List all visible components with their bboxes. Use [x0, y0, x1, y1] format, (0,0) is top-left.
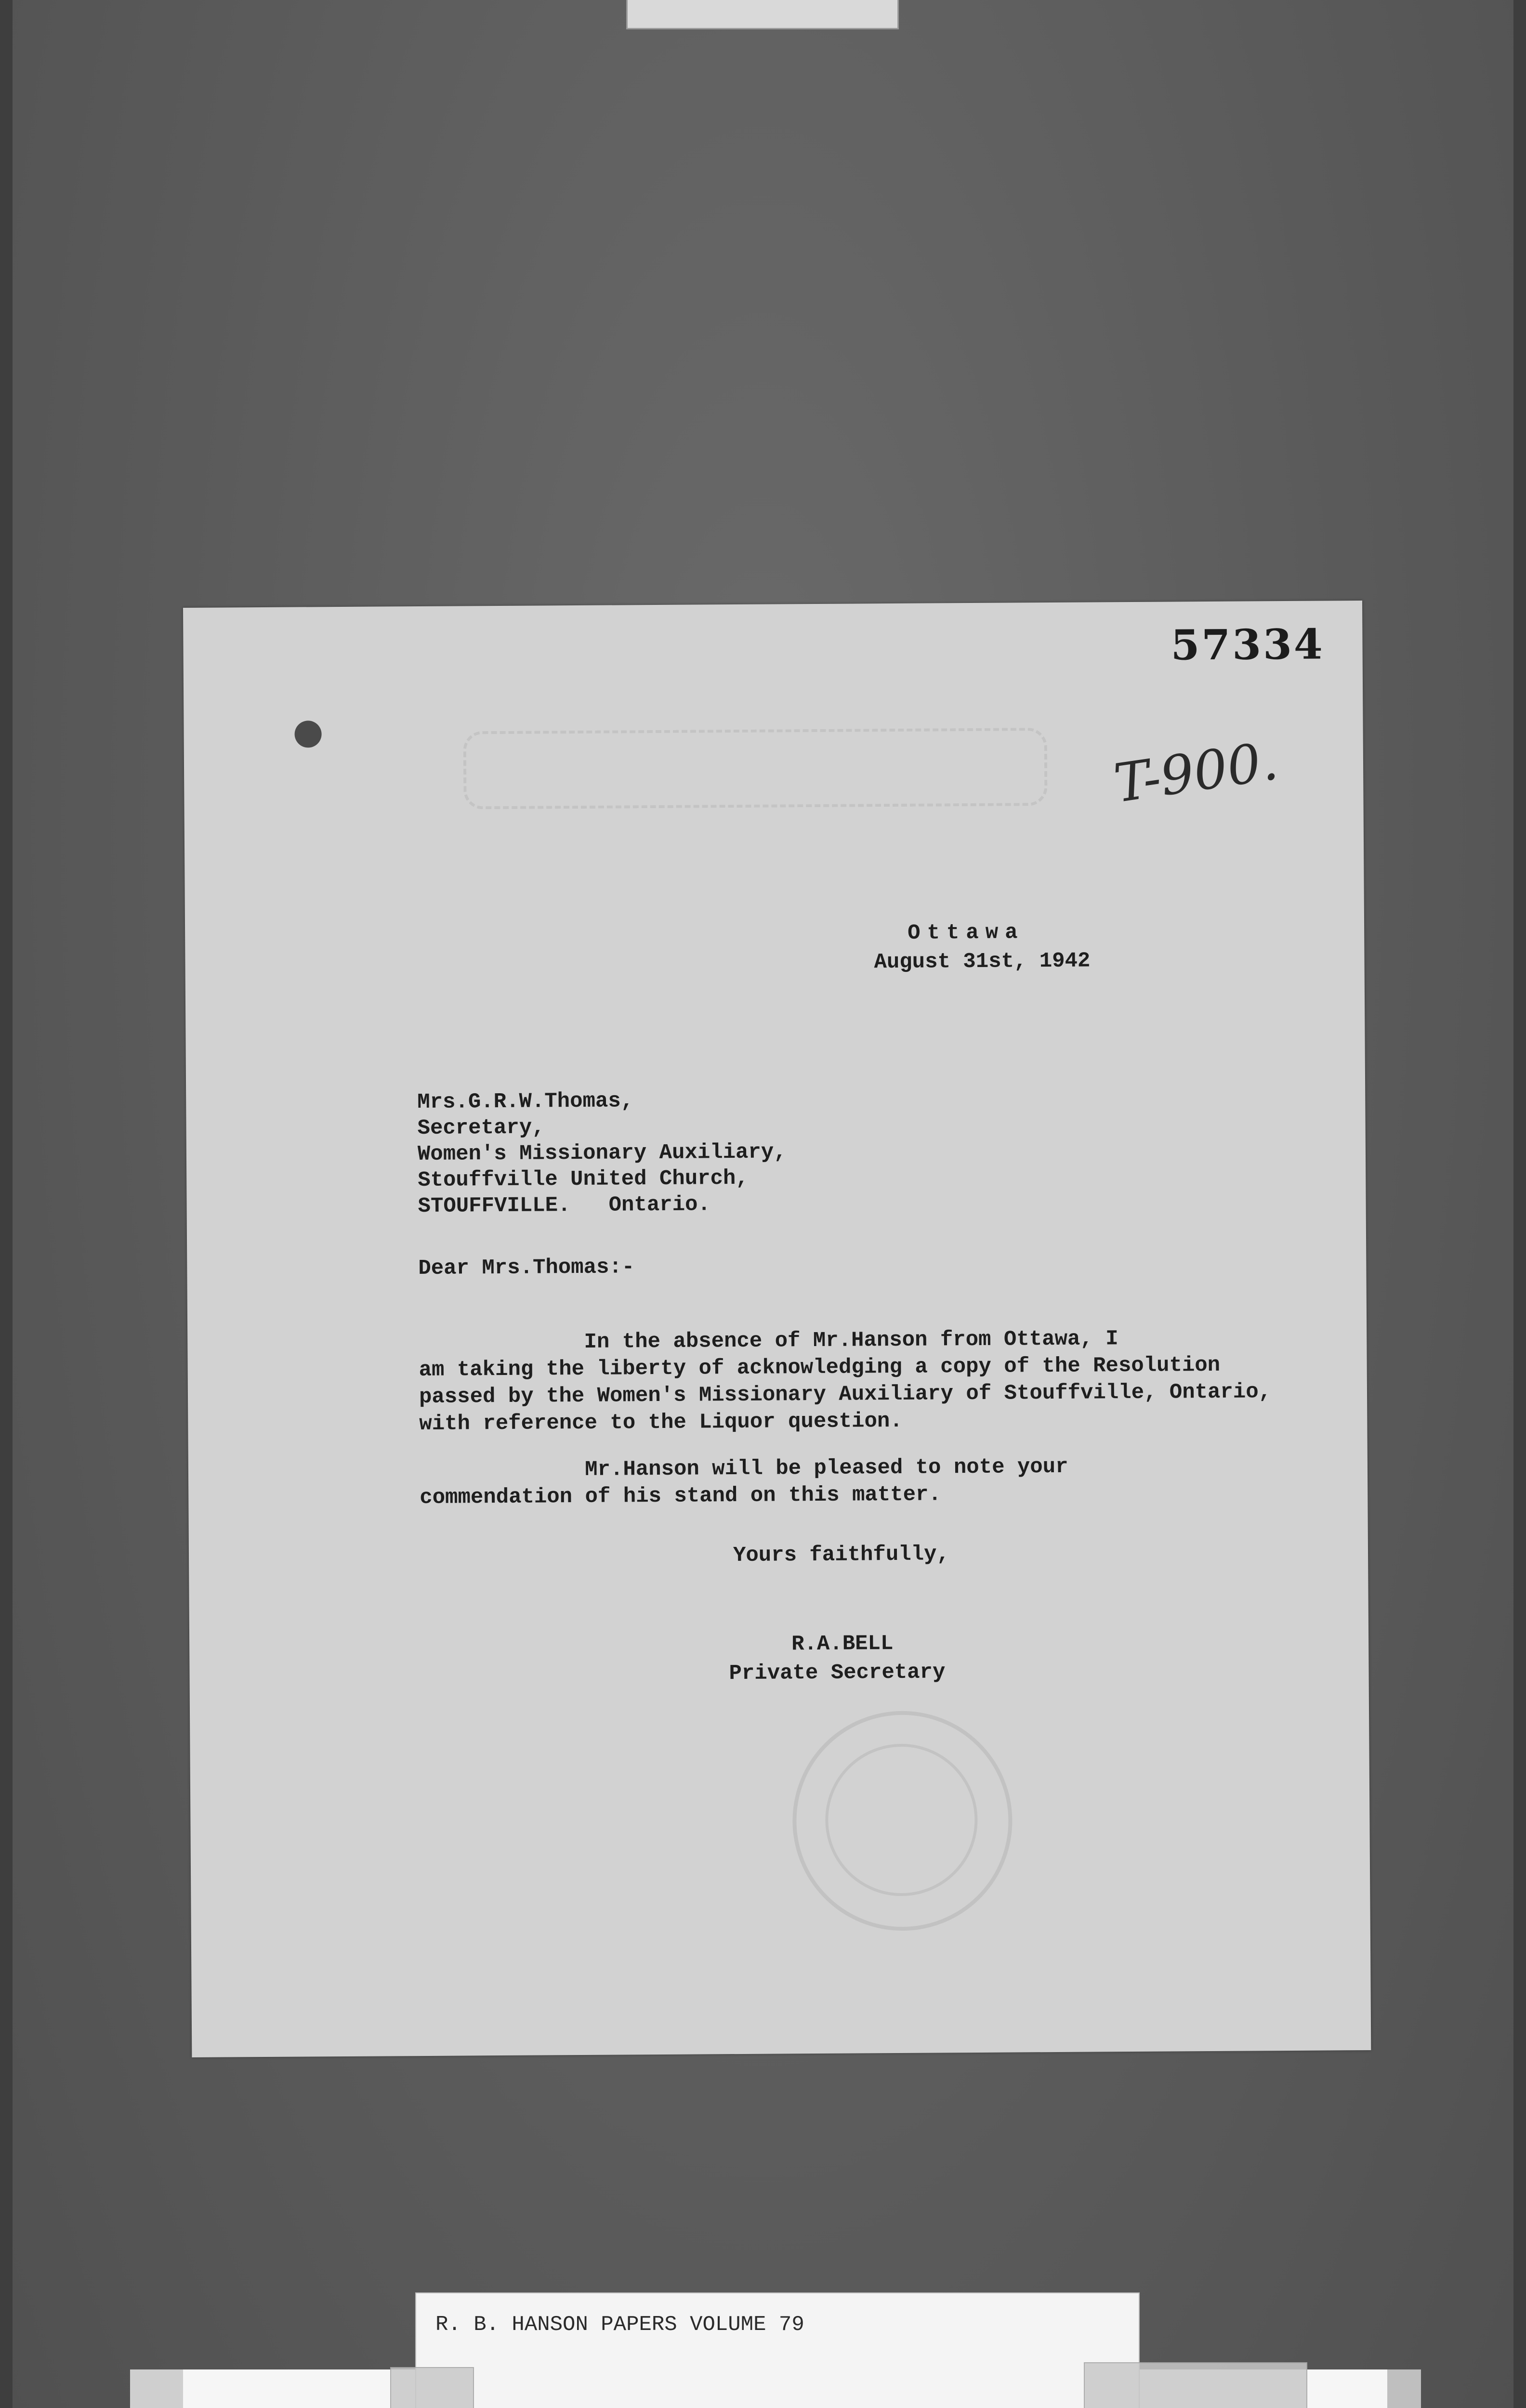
- signer-title: Private Secretary: [729, 1660, 946, 1686]
- recipient-line: STOUFFVILLE. Ontario.: [418, 1192, 711, 1219]
- volume-label-text: R. B. HANSON PAPERS VOLUME 79: [435, 2313, 804, 2337]
- tape-piece: [390, 2367, 474, 2408]
- body-line: with reference to the Liquor question.: [419, 1409, 903, 1437]
- body-line: In the absence of Mr.Hanson from Ottawa, I: [419, 1327, 1118, 1356]
- letter-place: Ottawa: [908, 920, 1025, 945]
- letter-page: [183, 601, 1371, 2057]
- recipient-line: Secretary,: [417, 1115, 545, 1141]
- closing: Yours faithfully,: [733, 1542, 950, 1568]
- recipient-line: Stouffville United Church,: [418, 1166, 749, 1193]
- letter-date: August 31st, 1942: [874, 949, 1091, 975]
- body-line: Mr.Hanson will be pleased to note your: [419, 1454, 1068, 1483]
- faint-stamp-mark: [463, 728, 1048, 809]
- board-left-edge: [0, 0, 13, 2408]
- body-line: commendation of his stand on this matter.: [420, 1482, 942, 1510]
- signer-name: R.A.BELL: [791, 1632, 894, 1657]
- board-right-edge: [1513, 0, 1526, 2408]
- recipient-line: Mrs.G.R.W.Thomas,: [417, 1089, 634, 1115]
- body-line: am taking the liberty of acknowledging a copy of the Resolution: [419, 1353, 1221, 1383]
- volume-label-slip: [415, 2292, 1140, 2408]
- handwritten-file-code: T-900.: [1110, 730, 1282, 815]
- salutation: Dear Mrs.Thomas:-: [418, 1255, 635, 1281]
- body-line: passed by the Women's Missionary Auxiliary of Stouffville, Ontario,: [419, 1380, 1272, 1410]
- faint-seal-mark: [792, 1711, 1013, 1932]
- page-number: 57334: [1171, 620, 1325, 670]
- tape-piece: [1084, 2362, 1307, 2408]
- recipient-line: Women's Missionary Auxiliary,: [417, 1140, 787, 1167]
- top-paper-tab: [626, 0, 899, 29]
- punch-hole: [294, 720, 321, 747]
